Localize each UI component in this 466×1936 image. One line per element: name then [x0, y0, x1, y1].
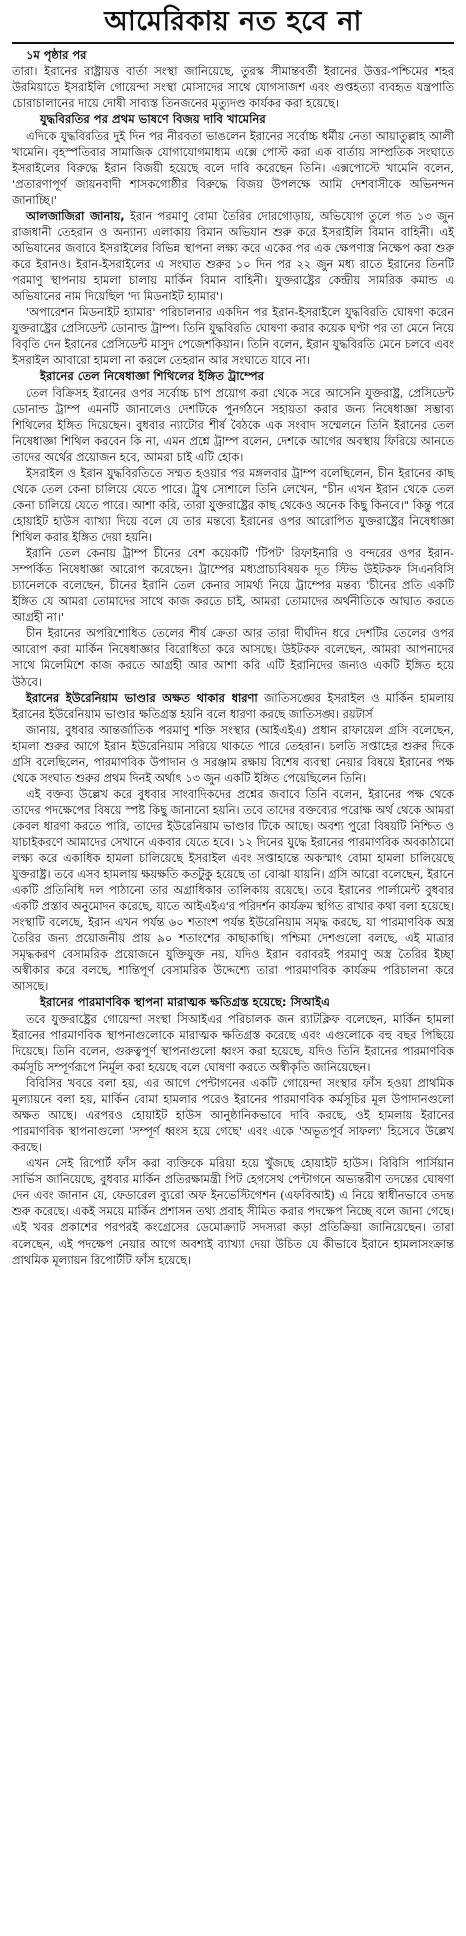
headline: আমেরিকায় নত হবে না — [12, 4, 454, 44]
paragraph: তেল বিক্রিসহ ইরানের ওপর সর্বোচ্চ চাপ প্রয়োগ করা থেকে সরে আসেনি যুক্তরাষ্ট্র, প্রেসিডেন্ট ডোনাল্ড ট্রাম্প এমনটি জানালেও দেশটিকে পুনর্গঠনে সহায়তা করার জন্য নিষেধাজ্ঞা সম্ভাব্য শিথিলের ইঙ্গিত দিয়েছেন। বুধবার ন্যাটোর শীর্ষ বৈঠকে এক সংবাদ সম্মেলনে তিনি ইরানের তেল নিষেধাজ্ঞা শিথিল করবেন কি না, এমন প্রশ্নে ট্রাম্প বলেন, দেশকে আগের অবস্থায় ফিরিয়ে আনতে তাদের অর্থের প্রয়োজন হবে, আমরা চাই এটি হোক। — [12, 385, 454, 464]
paragraph: জানায়, বুধবার আন্তর্জাতিক পরমাণু শক্তি সংস্থার (আইএইএ) প্রধান রাফায়েল গ্রসি বলেছেন, হামলা শুরুর আগে ইরান ইউরেনিয়াম সরিয়ে থাকতে পারে তেহরান। চলতি সপ্তাহের শুরুর দিকে গ্রসি বলেছিলেন, পারমাণবিক উপাদান ও সরঞ্জাম রক্ষায় বিশেষ ব্যবস্থা নেয়ার বিষয়ে ইরানের পক্ষ থেকে সংঘাত শুরুর প্রথম দিনই অর্থাৎ ১৩ জুন একটি ইঙ্গিত পেয়েছিলেন তিনি। — [12, 722, 454, 785]
subheading: ইরানের তেল নিষেধাজ্ঞা শিথিলের ইঙ্গিত ট্রাম্পের — [40, 369, 265, 384]
subheading: ইরানের পারমাণবিক স্থাপনা মারাত্মক ক্ষতিগ্রস্ত হয়েছে: সিআইএ — [40, 995, 330, 1010]
paragraph: চীন ইরানের অপরিশোধিত তেলের শীর্ষ ক্রেতা আর তারা দীর্ঘদিন ধরে দেশটির তেলের ওপর আরোপ করা মার্কিন নিষেধাজ্ঞার বিরোধিতা করে আসছে। উইটকফ বলেছেন, আমরা আপনাদের সাথে মিলেমিশে কাজ করতে আগ্রহী আর আশা করি এটি ইরানিদের জন্যও একটি ইঙ্গিত হয়ে উঠবে। — [12, 626, 454, 689]
paragraph: 'অপারেশন মিডনাইট হ্যামার' পরিচালনার একদিন পর ইরান-ইসরাইলে যুদ্ধবিরতি ঘোষণা করেন যুক্তরাষ্ট্রের প্রেসিডেন্ট ডোনাল্ড ট্রাম্প। তিনি যুদ্ধবিরতি ঘোষণা করার কয়েক ঘণ্টা পর তা মেনে নিয়ে বিবৃতি দেন ইরানের প্রেসিডেন্ট মাসুদ পেজেশকিয়ান। তিনি বলেন, ইরান যুদ্ধবিরতি মেনে চলবে এবং ইসরাইল আবারো হামলা না করলে তেহরান আর সংঘাতে যাবে না। — [12, 305, 454, 368]
paragraph: ইরানি তেল কেনায় ট্রাম্প চীনের বেশ কয়েকটি 'টিপট' রিফাইনারি ও বন্দরের ওপর ইরান-সম্পর্কিত নিষেধাজ্ঞা আরোপ করেছেন। ট্রাম্পের মধ্যপ্রাচ্যবিষয়ক দূত স্টিভ উইটকফ সিএনবিসি চ্যানেলকে বলেছেন, চীনের ইরানি তেল কেনার সামর্থ্য নিয়ে ট্রাম্পের মন্তব্য 'চীনের প্রতি একটি ইঙ্গিত যে আমরা তোমাদের সাথে কাজ করতে চাই, আমরা তোমাদের অর্থনীতিকে আঘাত করতে আগ্রহী না।' — [12, 546, 454, 625]
paragraph-text: ইরান পরমাণু বোমা তৈরির দোরগোড়ায়, অভিযোগ তুলে গত ১৩ জুন রাজধানী তেহরান ও অন্যান্য এলাকায় বিমান অভিযান শুরু করে ইসরাইলি বিমান বাহিনী। এই অভিযানের জবাবে ইসরাইলের বিভিন্ন স্থাপনা লক্ষ্য করে একের পর এক ক্ষেপণাস্ত্র নিক্ষেপ করা শুরু করে ইরানও। ইরান-ইসরাইলের এ সংঘাত শুরুর ১০ দিন পর ২২ জুন মধ্য রাতে ইরানের তিনটি পরমাণু স্থাপনায় হামলা চালায় মার্কিন বিমান বাহিনী। যুক্তরাষ্ট্রের কেন্দ্রীয় সামরিক কমান্ড এ অভিযানের নাম দিয়েছিল 'দ্য মিডনাইট হ্যামার'। — [12, 208, 455, 304]
paragraph-lead: আলজাজিরা জানায়, — [26, 208, 125, 223]
paragraph: বিবিসির খবরে বলা হয়, এর আগে পেন্টাগনের একটি গোয়েন্দা সংস্থার ফাঁস হওয়া প্রাথমিক মূল্যায়নে বলা হয়, মার্কিন বোমা হামলার পরেও ইরানের পারমাণবিক কর্মসূচির মূল উপাদানগুলো অক্ষত আছে। এরপরও হোয়াইট হাউস আনুষ্ঠানিকভাবে দাবি করছে, ওই হামলায় ইরানের পারমাণবিক স্থাপনাগুলো 'সম্পূর্ণ ধ্বংস হয়ে গেছে' এবং একে 'অভূতপূর্ব সাফল্য' হিসেবে উল্লেখ করছে। — [12, 1076, 454, 1155]
paragraph: তবে যুক্তরাষ্ট্রের গোয়েন্দা সংস্থা সিআইএর পরিচালক জন র‍্যাটক্লিফ বলেছেন, মার্কিন হামলা ইরানের পারমাণবিক স্থাপনাগুলোকে মারাত্মক ক্ষতিগ্রস্ত করেছে এবং এগুলোকে বহু বছর পিছিয়ে দিয়েছে। তিনি বলেন, গুরুত্বপূর্ণ স্থাপনাগুলো ধ্বংস করা হয়েছে, যদিও তিনি ইরানের পারমাণবিক কর্মসূচি সম্পূর্ণরূপে নির্মূল করা হয়েছে বলে ঘোষণা করতে অস্বীকৃতি জানিয়েছেন। — [12, 1011, 454, 1074]
jump-line: ১ম পৃষ্ঠার পর — [26, 48, 87, 62]
paragraph: এখন সেই রিপোর্ট ফাঁস করা ব্যক্তিকে মরিয়া হয়ে খুঁজছে হোয়াইট হাউস। বিবিসি পার্সিয়ান সার্ভিস জানিয়েছে, বুধবার মার্কিন প্রতিরক্ষামন্ত্রী পিট হেগসেথ পেন্টাগনে অভ্যন্তরীণ তদন্তের ঘোষণা দেন এবং জানান যে, ফেডারেল ব্যুরো অফ ইনভেস্টিগেশন (এফবিআই) এ নিয়ে স্বাধীনভাবে তদন্ত শুরু করেছে। একই সময়ে মার্কিন প্রশাসন তথ্য প্রবাহ সীমিত করার পদক্ষেপ নিচ্ছে বলে জানা গেছে। এই খবর প্রকাশের পরপরই কংগ্রেসের ডেমোক্র্যাট সদস্যরা কড়া প্রতিক্রিয়া জানিয়েছেন। তারা বলেছেন, এই পদক্ষেপ নেয়ার আগে অবশ্যই ব্যাখ্যা দেয়া উচিত যে কীভাবে ইরানে হামলাসংক্রান্ত প্রাথমিক মূল্যায়ন রিপোর্টটি ফাঁস হয়েছে। — [12, 1156, 454, 1267]
paragraph — [12, 690, 454, 722]
paragraph: এদিকে যুদ্ধবিরতির দুই দিন পর নীরবতা ভাঙলেন ইরানের সর্বোচ্চ ধর্মীয় নেতা আয়াতুল্লাহ আলী খামেনি। বৃহস্পতিবার সামাজিক যোগাযোগমাধ্যম এক্সে পোস্ট করা এক বার্তায় সাম্প্রতিক সংঘাতে ইসরাইলের বিরুদ্ধে ইরান বিজয়ী হয়েছে বলে দাবি করেছেন তিনি। এক্সপোস্টে খামেনি বলেন, 'প্রতারণাপূর্ণ জায়নবাদী শাসকগোষ্ঠীর বিরুদ্ধে বিজয় উপলক্ষে আমি দেশবাসীকে অভিনন্দন জানাচ্ছি।' — [12, 128, 454, 207]
paragraph: ইসরাইল ও ইরান যুদ্ধবিরতিতে সম্মত হওয়ার পর মঙ্গলবার ট্রাম্প বলেছিলেন, চীন ইরানের কাছ থেকে তেল কেনা চালিয়ে যেতে পারে। ট্রুথ সোশালে তিনি লেখেন, "চীন এখন ইরান থেকে তেল কেনা চালিয়ে যেতে পারে। আশা করি, তারা যুক্তরাষ্ট্রের কাছ থেকেও অনেক কিছু কিনবে।" কিন্তু পরে হোয়াইট হাউস ব্যাখ্যা দিয়ে বলে যে তার মন্তব্যে ইরানের ওপর আরোপিত যুক্তরাষ্ট্রের নিষেধাজ্ঞা শিথিল করার ইঙ্গিত দেয়া হয়নি। — [12, 465, 455, 545]
paragraph: তারা। ইরানের রাষ্ট্রায়ত্ত বার্তা সংস্থা জানিয়েছে, তুরস্ক সীমান্তবর্তী ইরানের উত্তর-পশ্চিমের শহর উরমিয়াতে ইসরাইলি গোয়েন্দা সংস্থা মোসাদের সাথে যোগসাজশ এবং গুপ্তহত্যা ব্যবহৃত যন্ত্রপাতি চোরাচালানের দায়ে দোষী সাব্যস্ত তিনজনের মৃত্যুদণ্ড কার্যকর করা হয়েছে। — [12, 64, 454, 111]
subheading: যুদ্ধবিরতির পর প্রথম ভাষণে বিজয় দাবি খামেনির — [40, 112, 266, 127]
paragraph — [12, 208, 454, 304]
paragraph: এই বক্তব্য উল্লেখ করে বুধবার সাংবাদিকদের প্রশ্নের জবাবে তিনি বলেন, ইরানের পক্ষ থেকে তাদের পদক্ষেপের বিষয়ে স্পষ্ট কিছু জানানো হয়নি। তবে তাদের বক্তব্যের পরোক্ষ অর্থ থেকে আমরা কেবল ধারণা করতে পারি, তাদের ইউরেনিয়াম ভাণ্ডার টিকে আছে। অবশ্য পুরো বিষয়টি নিশ্চিত ও যাচাইকরণে আমাদের সেখানে একবার যেতে হবে। ১২ দিনের যুদ্ধে ইরানের পারমাণবিক অবকাঠামো লক্ষ্য করে একাধিক হামলা চালিয়েছে ইসরাইল এবং সপ্তাহান্তে অকস্মাৎ বোমা হামলা চালিয়েছে যুক্তরাষ্ট্র। তবে এসব হামলায় ক্ষয়ক্ষতি কতটুকু হয়েছে তা বোঝা যায়নি। গ্রসি আরো বলেছেন, ইরানে একটি প্রতিনিধি দল পাঠানো তার অগ্রাধিকার তালিকায় রয়েছে। তবে ইরানের পার্লামেন্ট বুধবার একটি প্রস্তাব অনুমোদন করেছে, যাতে আইএইএ'র পরিদর্শন কার্যক্রম স্থগিত রাখার কথা বলা হয়েছে। সংস্থাটি বলেছে, ইরান এখন পর্যন্ত ৬০ শতাংশ পর্যন্ত ইউরেনিয়াম সমৃদ্ধ করছে, যা পারমাণবিক অস্ত্র তৈরির জন্য প্রয়োজনীয় প্রায় ৯০ শতাংশের কাছাকাছি। পশ্চিমা দেশগুলো বলছে, এই মাত্রার সমৃদ্ধকরণ বেসামরিক প্রয়োজনে যুক্তিযুক্ত নয়, যদিও ইরান বরাবরই পরমাণু অস্ত্র তৈরির ইচ্ছা অস্বীকার করে বলছে, শান্তিপূর্ণ বেসামরিক উদ্দেশ্যে তারা পারমাণবিক কার্যক্রম পরিচালনা করে আসছে। — [12, 786, 454, 994]
article-body — [12, 47, 454, 1268]
paragraph-lead: ইরানের ইউরেনিয়াম ভাণ্ডার অক্ষত থাকার ধারণা — [26, 690, 258, 705]
paragraph-text: জাতিসঙ্ঘের ইসরাইল ও মার্কিন হামলায় ইরানের ইউরেনিয়াম ভাণ্ডার ক্ষতিগ্রস্ত হয়নি বলে ধারণা করছে জাতিসঙ্ঘ। রয়টার্স — [12, 690, 454, 721]
